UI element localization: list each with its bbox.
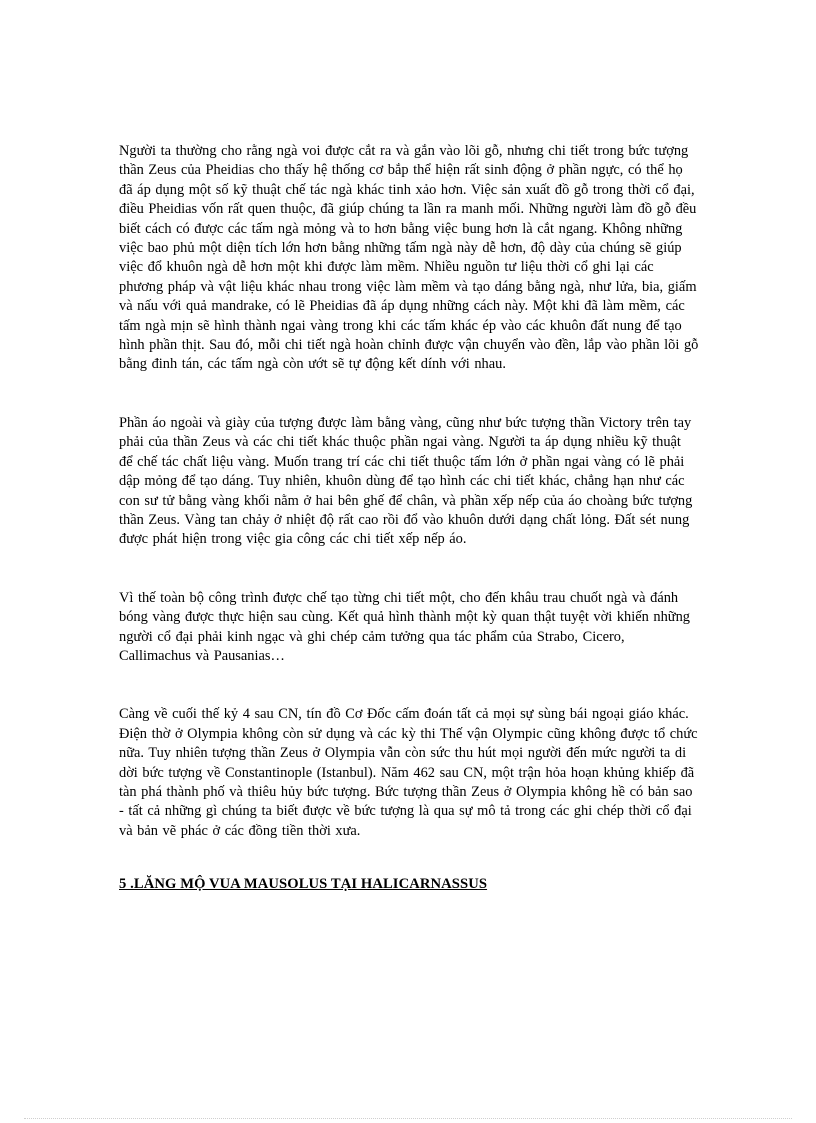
paragraph-gold-garments: Phần áo ngoài và giày của tượng được làm bằng vàng, cũng như bức tượng thần Victory trên tay phải của thần Zeus và các chi tiết khác thuộc phần ngai vàng. Người ta áp dụng nhiều kỹ thuật để chế tác chất liệu vàng. Muốn trang trí các chi tiết thuộc tấm lớn ở phần ngai vàng có lẽ phải dập mỏng để tạo dáng. Tuy nhiên, khuôn dùng để tạo hình các chi tiết khác, chẳng hạn như các con sư tử bằng vàng khối nằm ở hai bên ghế để chân, và phần xếp nếp của áo choàng bức tượng thần Zeus. Vàng tan chảy ở nhiệt độ rất cao rồi đổ vào khuôn dưới dạng chất lỏng. Đất sét nung được phát hiện trong việc gia công các chi tiết xếp nếp áo. (119, 414, 693, 548)
section-heading: 5 .LĂNG MỘ VUA MAUSOLUS TẠI HALICARNASSUS (119, 876, 488, 893)
page-bottom-divider (24, 1118, 792, 1119)
paragraph-final-finish: Vì thế toàn bộ công trình được chế tạo từng chi tiết một, cho đến khâu trau chuốt ngà và đánh bóng vàng được thực hiện sau cùng. Kết quả hình thành một kỳ quan thật tuyệt vời khiến những người cổ đại phải kinh ngạc và ghi chép cảm tưởng qua tác phẩm của Strabo, Cicero, Callimachus và Pausanias… (119, 589, 690, 664)
document-page (119, 142, 699, 893)
paragraph-pheidias-ivory: Người ta thường cho rằng ngà voi được cắt ra và gắn vào lõi gỗ, nhưng chi tiết trong bức tượng thần Zeus của Pheidias cho thấy hệ thống cơ bắp thể hiện rất sinh động ở phần ngực, có thể họ đã áp dụng một số kỹ thuật chế tác ngà khác tinh xảo hơn. Việc sản xuất đồ gỗ trong thời cổ đại, điều Pheidias vốn rất quen thuộc, đã giúp chúng ta lần ra manh mối. Những người làm đồ gỗ đều biết cách có được các tấm ngà mỏng và to hơn bằng việc bung hơn là cắt ngang. Không những việc bao phủ một diện tích lớn hơn bằng những tấm ngà này dễ hơn, độ dày của chúng sẽ giúp việc đổ khuôn ngà dễ hơn một khi được làm mềm. Nhiều nguồn tư liệu thời cổ ghi lại các phương pháp và vật liệu khác nhau trong việc làm mềm và tạo dáng bằng ngà, như lửa, bia, giấm và nấu với quả mandrake, có lẽ Pheidias đã áp dụng những cách này. Một khi đã làm mềm, các tấm ngà mịn sẽ hình thành ngai vàng trong khi các tấm khác ép vào các khuôn đất nung để tạo hình phần thịt. Sau đó, mỗi chi tiết ngà hoàn chỉnh được vận chuyển vào đền, lắp vào phần lõi gỗ bằng đinh tán, các tấm ngà còn ướt sẽ tự động kết dính với nhau. (119, 143, 699, 373)
paragraph-statue-fate: Càng về cuối thế kỷ 4 sau CN, tín đồ Cơ Đốc cấm đoán tất cả mọi sự sùng bái ngoại giáo khác. Điện thờ ở Olympia không còn sử dụng và các kỳ thi Thế vận Olympic cũng không được tổ chức nữa. Tuy nhiên tượng thần Zeus ở Olympia vẫn còn sức thu hút mọi người đến mức người ta di dời bức tượng về Constantinople (Istanbul). Năm 462 sau CN, một trận hỏa hoạn khủng khiếp đã tàn phá thành phố và thiêu hủy bức tượng. Bức tượng thần Zeus ở Olympia không hề có bản sao - tất cả những gì chúng ta biết được về bức tượng là qua sự mô tả trong các ghi chép thời cổ đại và bản vẽ phác ở các đồng tiền thời xưa. (119, 706, 698, 839)
